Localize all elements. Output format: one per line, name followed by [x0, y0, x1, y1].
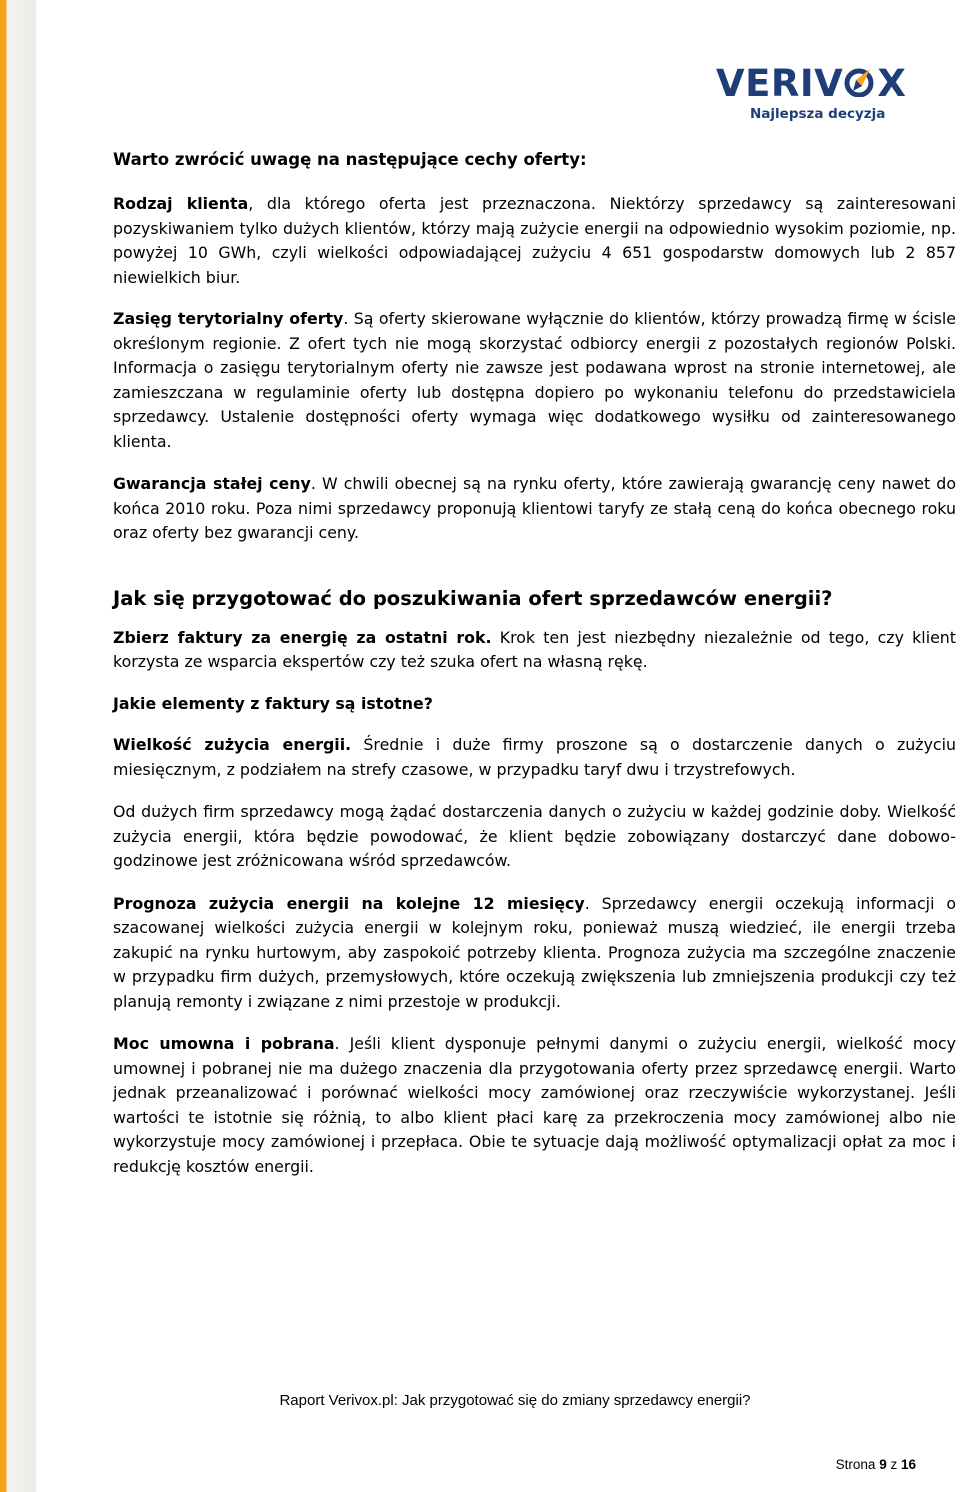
paragraph-text: . Jeśli klient dysponuje pełnymi danymi o zużyciu energii, wielkość mocy umownej i pobranej nie ma dużego znaczenia dla przygotowania oferty przez sprzedawcę energii. Warto jednak przeanalizować i porównać wielkości mocy zamówionej oraz rzeczywiście wykorzystanej. Jeśli wartości te istotnie się różnią, to albo klient płaci karę za przekroczenia mocy zamówionej albo nie wykorzystuje mocy zamówionej i przepłaca. Obie te sytuacje dają możliwość optymalizacji opłat za moc i redukcję kosztów energii. [113, 1034, 956, 1176]
paragraph-collect-invoices [113, 626, 956, 675]
logo-word-right: X [877, 62, 907, 105]
paragraph-forecast [113, 892, 956, 1015]
logo-tagline: Najlepsza decyzja [750, 106, 886, 122]
paragraph-price-guarantee [113, 472, 956, 546]
paragraph-text: . Sprzedawcy energii oczekują informacji o szacowanej wielkości zużycia energii w kolejnym roku, ponieważ muszą wiedzieć, ile energii trzeba zakupić na rynku hurtowym, aby zaspokoić potrzeby klienta. Prognoza zużycia ma szczególne znaczenie w przypadku firm dużych, przemysłowych, które oczekują zwiększenia lub zmniejszenia produkcji czy też planują remonty i związane z nimi przestoje w produkcji. [113, 893, 957, 1011]
paragraph-contracted-power [113, 1032, 956, 1179]
section-heading: Warto zwrócić uwagę na następujące cechy oferty: [113, 150, 587, 169]
paragraph-text: . W chwili obecnej są na rynku oferty, które zawierają gwarancję ceny nawet do końca 2010 roku. Poza nimi sprzedawcy proponują klientowi taryfy ze stałą ceną do końca obecnego roku oraz oferty bez gwarancji ceny. [113, 474, 956, 542]
logo-word-left: VERIV [716, 62, 844, 105]
footer-report-title: Raport Verivox.pl: Jak przygotować się do zmiany sprzedawcy energii? [279, 1392, 751, 1409]
logo-wordmark [716, 64, 906, 104]
paragraph-lead: Zasięg terytorialny oferty [113, 309, 344, 328]
paragraph-lead: Moc umowna i pobrana [113, 1034, 335, 1053]
paragraph-consumption [113, 733, 956, 782]
main-heading: Jak się przygotować do poszukiwania ofert sprzedawców energii? [113, 586, 833, 610]
subheading: Jakie elementy z faktury są istotne? [113, 693, 433, 713]
paragraph-lead: Gwarancja stałej ceny [113, 474, 311, 493]
verivox-logo [716, 64, 912, 124]
paragraph-lead: Zbierz faktury za energię za ostatni rok. [113, 627, 492, 647]
paragraph-text: . Są oferty skierowane wyłącznie do klientów, którzy prowadzą firmę w ścisle określonym regionie. Z ofert tych nie mogą skorzystać odbiorcy energii z pozostałych regionów Polski. Informacja o zasięgu terytorialnym oferty nie zawsze jest podawana wprost na stronie internetowej, ale zamieszczana w regulaminie oferty lub dostępna dopiero po wykonaniu telefonu do przedstawiciela sprzedawcy. Ustalenie dostępności oferty wymaga więc dodatkowego wysiłku od zainteresowanego klienta. [113, 309, 956, 451]
document-body [113, 148, 956, 1179]
page-total: 16 [900, 1457, 916, 1472]
side-stripe [0, 0, 36, 1492]
page-current: 9 [879, 1457, 887, 1472]
paragraph-client-type [113, 192, 956, 290]
paragraph-lead: Prognoza zużycia energii na kolejne 12 miesięcy [113, 893, 585, 913]
paragraph-text: Krok ten jest niezbędny niezależnie od tego, czy klient korzysta ze wsparcia ekspertów czy też szuka ofert na własną rękę. [113, 627, 957, 671]
compass-o-icon [843, 65, 877, 95]
paragraph-lead: Wielkość zużycia energii. [113, 735, 352, 754]
paragraph-text: , dla którego oferta jest przeznaczona. Niektórzy sprzedawcy są zainteresowani pozyskiwaniem tylko dużych klientów, którzy mają zużycie energii na odpowiednio wysokim poziomie, np. powyżej 10 GWh, czyli wielkości odpowiadającej zużyciu 4 651 gospodarstw domowych lub 2 857 niewielkich biur. [113, 194, 956, 287]
paragraph-lead: Rodzaj klienta [113, 194, 249, 213]
paragraph-territorial-scope [113, 307, 956, 454]
paragraph-hourly-data: Od dużych firm sprzedawcy mogą żądać dostarczenia danych o zużyciu w każdej godzinie doby. Wielkość zużycia energii, która będzie powodować, że klient będzie zobowiązany dostarczyć dane dobowo-godzinowe jest zróżnicowana wśród sprzedawców. [113, 802, 956, 870]
page-number: Strona 9 z 16 [835, 1457, 916, 1472]
paragraph-text: Średnie i duże firmy proszone są o dostarczenie danych o zużyciu miesięcznym, z podziałem na strefy czasowe, w przypadku taryf dwu i trzystrefowych. [113, 735, 957, 779]
